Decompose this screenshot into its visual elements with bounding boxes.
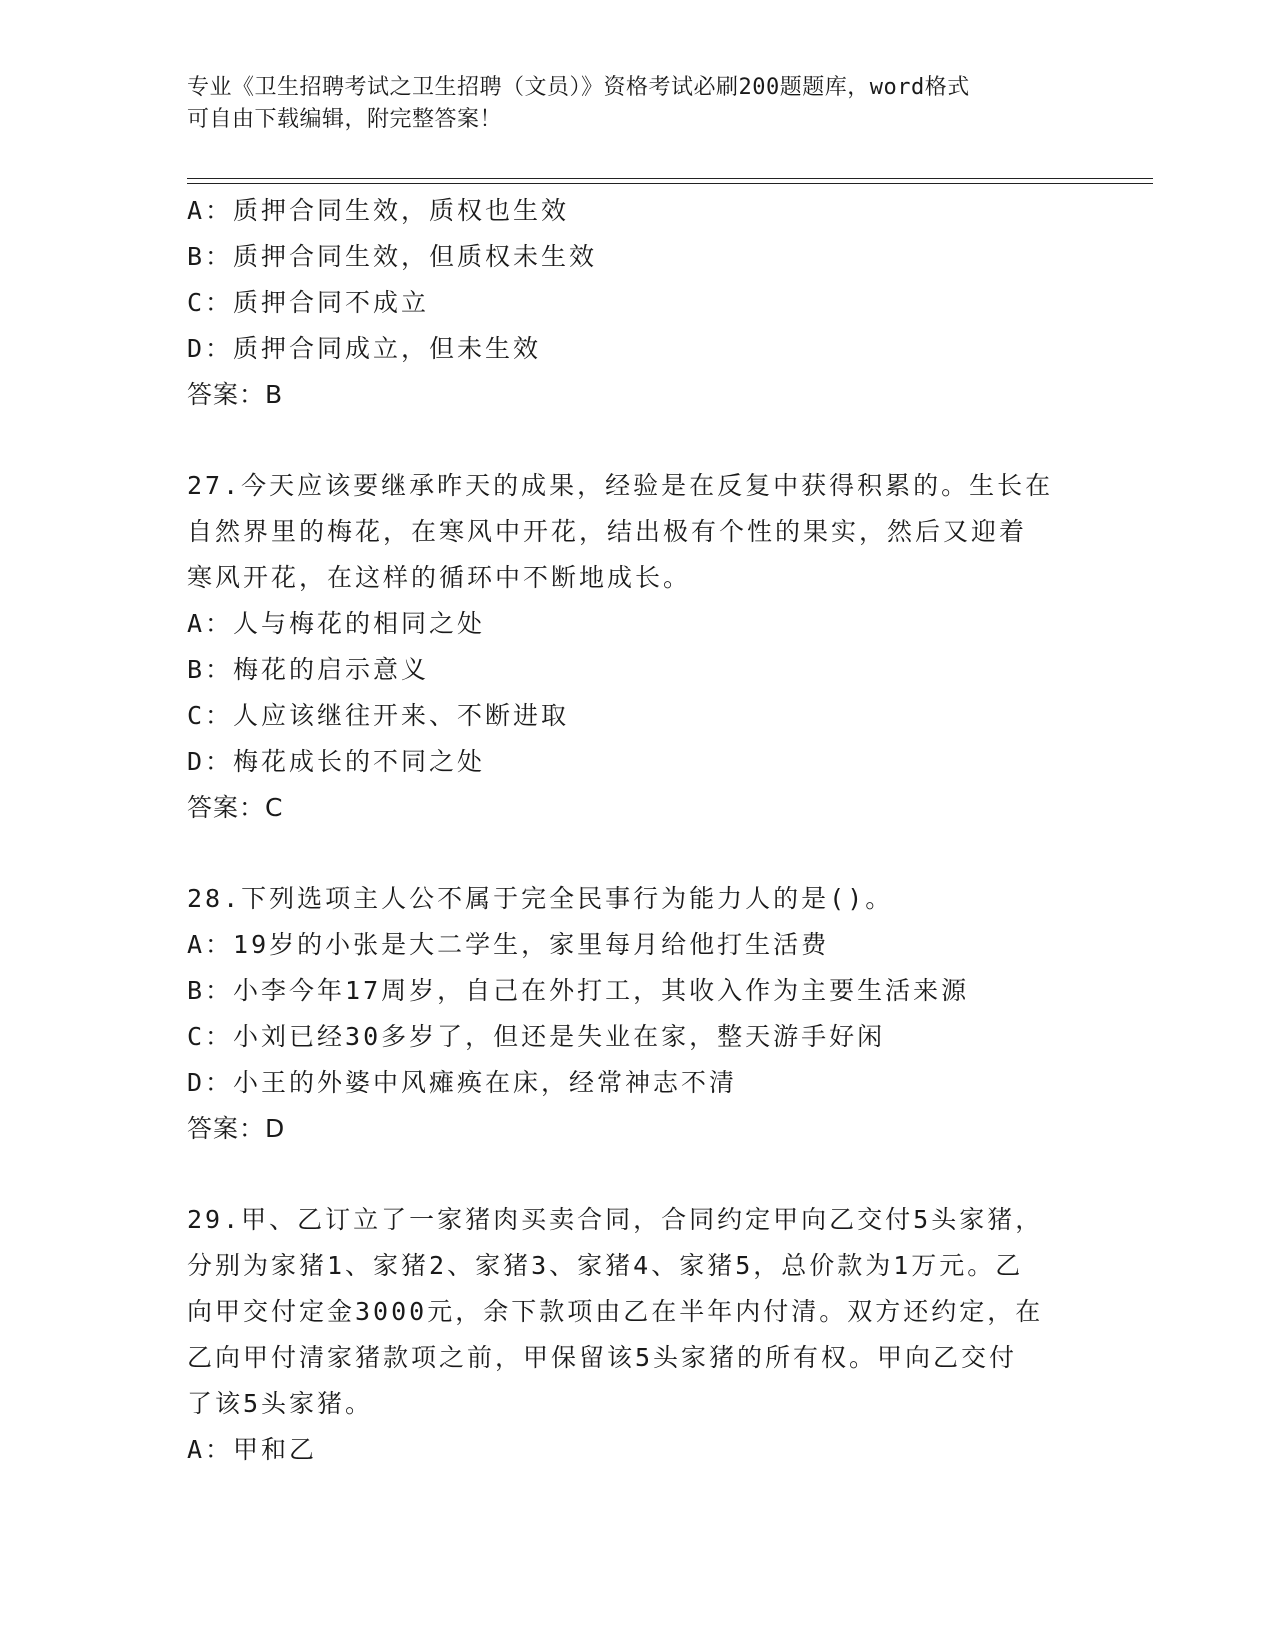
question-text-line: 寒风开花，在这样的循环中不断地成长。 bbox=[187, 563, 692, 592]
question-text-line: 自然界里的梅花，在寒风中开花，结出极有个性的果实，然后又迎着 bbox=[187, 517, 1028, 546]
option-d: D：梅花成长的不同之处 bbox=[187, 747, 486, 776]
header-divider-bottom bbox=[187, 183, 1153, 184]
header-line-1: 专业《卫生招聘考试之卫生招聘（文员）》资格考试必刷200题题库，word格式 bbox=[187, 75, 970, 100]
question-26 bbox=[187, 188, 1087, 418]
question-29 bbox=[187, 1197, 1087, 1473]
question-27 bbox=[187, 463, 1087, 831]
question-text-line: 分别为家猪1、家猪2、家猪3、家猪4、家猪5，总价款为1万元。乙 bbox=[187, 1251, 1024, 1280]
question-text-line: 28.下列选项主人公不属于完全民事行为能力人的是()。 bbox=[187, 884, 894, 913]
option-b: B：小李今年17周岁，自己在外打工，其收入作为主要生活来源 bbox=[187, 976, 970, 1005]
option-a: A：质押合同生效，质权也生效 bbox=[187, 196, 570, 225]
option-b: B：梅花的启示意义 bbox=[187, 655, 430, 684]
document-header bbox=[187, 72, 1087, 136]
option-d: D：小王的外婆中风瘫痪在床，经常神志不清 bbox=[187, 1068, 738, 1097]
question-content bbox=[187, 188, 1087, 1473]
option-c: C：质押合同不成立 bbox=[187, 288, 430, 317]
question-text-line: 乙向甲付清家猪款项之前，甲保留该5头家猪的所有权。甲向乙交付 bbox=[187, 1343, 1018, 1372]
question-text-line: 29.甲、乙订立了一家猪肉买卖合同，合同约定甲向乙交付5头家猪， bbox=[187, 1205, 1044, 1234]
option-c: C：小刘已经30多岁了，但还是失业在家，整天游手好闲 bbox=[187, 1022, 886, 1051]
option-c: C：人应该继往开来、不断进取 bbox=[187, 701, 570, 730]
option-a: A：19岁的小张是大二学生，家里每月给他打生活费 bbox=[187, 930, 830, 959]
question-text-line: 向甲交付定金3000元，余下款项由乙在半年内付清。双方还约定，在 bbox=[187, 1297, 1044, 1326]
answer: 答案：D bbox=[187, 1114, 286, 1143]
option-a: A：甲和乙 bbox=[187, 1435, 318, 1464]
answer: 答案：C bbox=[187, 793, 284, 822]
option-a: A：人与梅花的相同之处 bbox=[187, 609, 486, 638]
option-b: B：质押合同生效，但质权未生效 bbox=[187, 242, 598, 271]
header-divider-top bbox=[187, 178, 1153, 179]
question-text-line: 了该5头家猪。 bbox=[187, 1389, 374, 1418]
question-28 bbox=[187, 876, 1087, 1152]
question-text-line: 27.今天应该要继承昨天的成果，经验是在反复中获得积累的。生长在 bbox=[187, 471, 1054, 500]
answer: 答案：B bbox=[187, 380, 284, 409]
option-d: D：质押合同成立，但未生效 bbox=[187, 334, 542, 363]
header-line-2: 可自由下载编辑，附完整答案！ bbox=[187, 107, 503, 132]
